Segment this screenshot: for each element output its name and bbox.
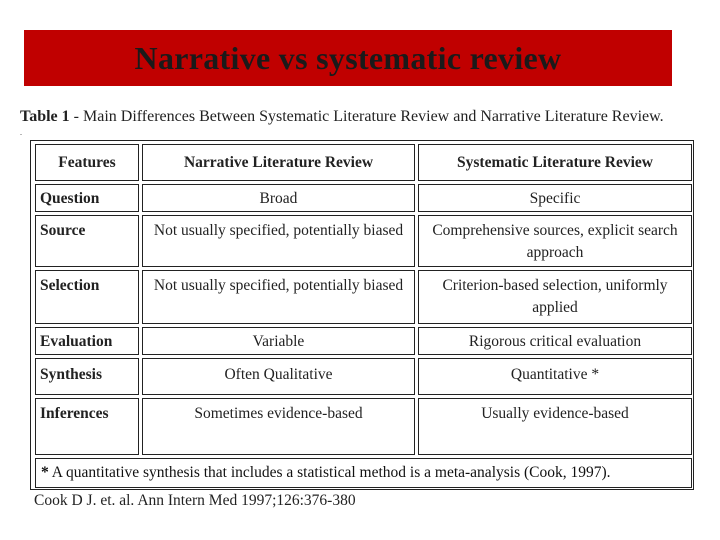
row-question-narrative: Broad: [142, 184, 415, 212]
caption-dot: .: [20, 128, 22, 137]
header-features: Features: [35, 144, 139, 181]
row-evaluation-narrative: Variable: [142, 327, 415, 355]
slide-title: Narrative vs systematic review: [134, 39, 562, 76]
row-selection-feature: Selection: [35, 270, 139, 324]
footnote-text: A quantitative synthesis that includes a statistical method is a meta-analysis (Cook, 1997).: [48, 464, 611, 481]
slide-title-bar: [24, 30, 672, 86]
row-source-narrative: Not usually specified, potentially biased: [142, 215, 415, 267]
table-caption: [20, 108, 664, 126]
row-evaluation-systematic: Rigorous critical evaluation: [418, 327, 692, 355]
header-systematic: Systematic Literature Review: [418, 144, 692, 181]
row-question-systematic: Specific: [418, 184, 692, 212]
row-selection-systematic: Criterion-based selection, uniformly applied: [418, 270, 692, 324]
footnote-marker: *: [41, 464, 49, 481]
row-inferences-feature: Inferences: [35, 398, 139, 455]
header-narrative: Narrative Literature Review: [142, 144, 415, 181]
row-inferences-narrative: Sometimes evidence-based: [142, 398, 415, 455]
table-caption-text: - Main Differences Between Systematic Literature Review and Narrative Literature Review.: [69, 108, 664, 125]
row-synthesis-narrative: Often Qualitative: [142, 358, 415, 395]
row-selection-narrative: Not usually specified, potentially biased: [142, 270, 415, 324]
row-inferences-systematic: Usually evidence-based: [418, 398, 692, 455]
row-synthesis-feature: Synthesis: [35, 358, 139, 395]
row-synthesis-systematic: Quantitative *: [418, 358, 692, 395]
citation: Cook D J. et. al. Ann Intern Med 1997;126:376-380: [34, 492, 356, 509]
table-caption-label: Table 1: [20, 108, 70, 125]
table-footnote: [35, 458, 692, 488]
row-source-systematic: Comprehensive sources, explicit search approach: [418, 215, 692, 267]
row-question-feature: Question: [35, 184, 139, 212]
row-source-feature: Source: [35, 215, 139, 267]
row-evaluation-feature: Evaluation: [35, 327, 139, 355]
